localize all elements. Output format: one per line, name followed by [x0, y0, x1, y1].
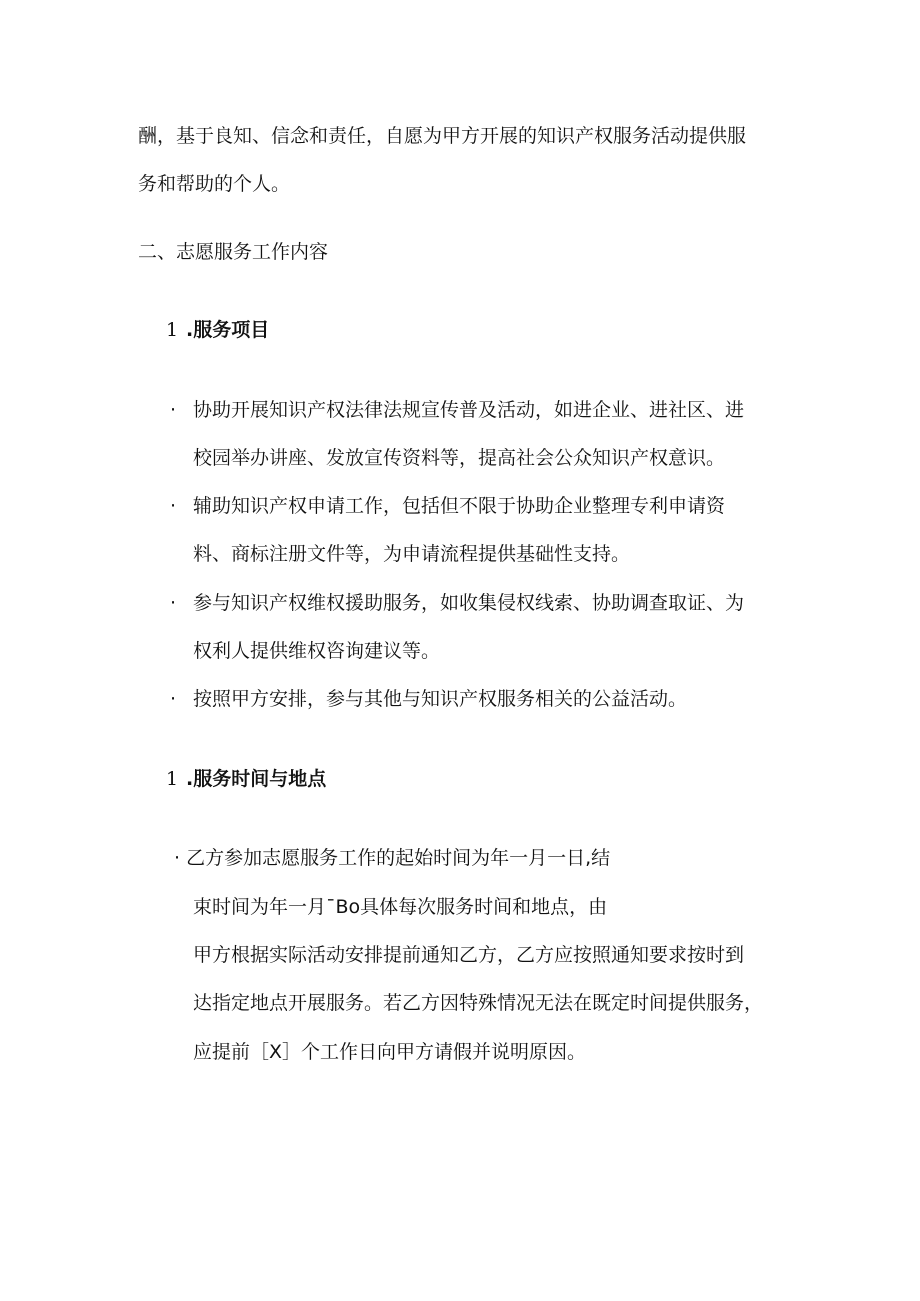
time-paragraph-line-2: 束时间为年一月¯Bo具体每次服务时间和地点，由	[193, 896, 608, 918]
list-item-2-line-1: 辅助知识产权申请工作，包括但不限于协助企业整理专利申请资	[193, 495, 726, 517]
subsection-number: 1	[166, 768, 179, 790]
list-item-1-line-2: 校园举办讲座、发放宣传资料等，提高社会公众知识产权意识。	[193, 447, 726, 469]
subsection-title: .服务时间与地点	[186, 768, 327, 790]
time-paragraph-line-1: · 乙方参加志愿服务工作的起始时间为年一月一日,结	[174, 847, 611, 869]
bullet-dot: ·	[170, 592, 177, 614]
intro-paragraph-line-1: 酬，基于良知、信念和责任，自愿为甲方开展的知识产权服务活动提供服	[138, 125, 747, 147]
list-item-2-line-2: 料、商标注册文件等，为申请流程提供基础性支持。	[193, 543, 631, 565]
section-two-title: 二、志愿服务工作内容	[138, 241, 329, 263]
list-item-1-line-1: 协助开展知识产权法律法规宣传普及活动，如进企业、进社区、进	[193, 399, 745, 421]
subsection-service-items-heading	[166, 318, 269, 342]
intro-paragraph-line-2: 务和帮助的个人。	[138, 173, 291, 195]
bullet-dot: ·	[170, 688, 177, 710]
subsection-number: 1	[166, 319, 179, 341]
subsection-title: .服务项目	[186, 319, 270, 341]
subsection-time-place-heading	[166, 767, 326, 791]
bullet-dot: ·	[170, 399, 177, 421]
time-paragraph-line-3: 甲方根据实际活动安排提前通知乙方，乙方应按照通知要求按时到	[193, 944, 745, 966]
list-item-3-line-2: 权利人提供维权咨询建议等。	[193, 640, 441, 662]
bullet-dot: ·	[170, 495, 177, 517]
list-item-4-line-1: 按照甲方安排，参与其他与知识产权服务相关的公益活动。	[193, 688, 688, 710]
time-paragraph-line-4: 达指定地点开展服务。若乙方因特殊情况无法在既定时间提供服务，	[193, 992, 764, 1014]
list-item-3-line-1: 参与知识产权维权援助服务，如收集侵权线索、协助调查取证、为	[193, 592, 745, 614]
time-paragraph-line-5: 应提前［X］个工作日向甲方请假并说明原因。	[193, 1041, 587, 1063]
